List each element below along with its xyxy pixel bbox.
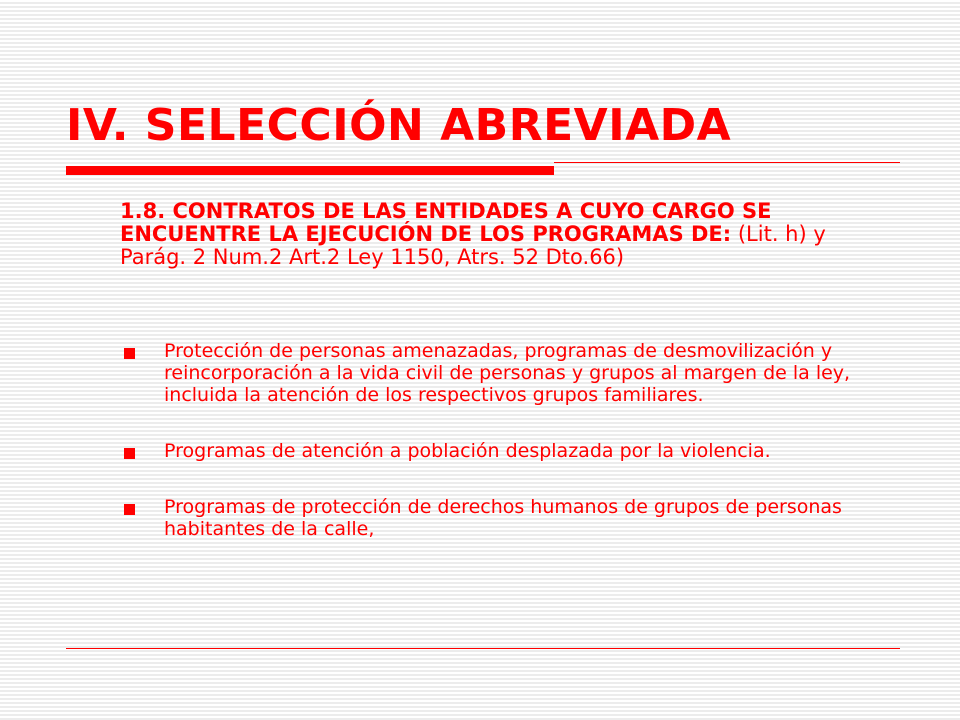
title-underline-bar bbox=[66, 166, 554, 175]
square-bullet-icon bbox=[124, 504, 135, 515]
title-underline-line bbox=[554, 162, 900, 163]
subtitle-reference: (Lit. h) y Parág. 2 Num.2 Art.2 Ley 1150, Atrs. 52 Dto.66) bbox=[120, 222, 826, 269]
slide-title: IV. SELECCIÓN ABREVIADA bbox=[66, 100, 732, 151]
bullet-item bbox=[120, 340, 900, 406]
bullet-text: Programas de atención a población desplazada por la violencia. bbox=[164, 440, 771, 462]
footer-divider bbox=[66, 648, 900, 649]
subtitle-heading: 1.8. CONTRATOS DE LAS ENTIDADES A CUYO CARGO SE ENCUENTRE LA EJECUCIÓN DE LOS PROGRAMAS DE: bbox=[120, 199, 772, 246]
bullet-text: Programas de protección de derechos humanos de grupos de personas habitantes de la calle, bbox=[164, 496, 842, 540]
square-bullet-icon bbox=[124, 348, 135, 359]
bullet-list bbox=[120, 340, 900, 574]
bullet-item bbox=[120, 496, 900, 540]
bullet-item bbox=[120, 440, 900, 462]
subtitle bbox=[120, 200, 880, 269]
bullet-text: Protección de personas amenazadas, programas de desmovilización y reincorporación a la vida civil de personas y grupos al margen de la ley, incluida la atención de los respectivos grupos familiares. bbox=[164, 340, 851, 406]
square-bullet-icon bbox=[124, 448, 135, 459]
